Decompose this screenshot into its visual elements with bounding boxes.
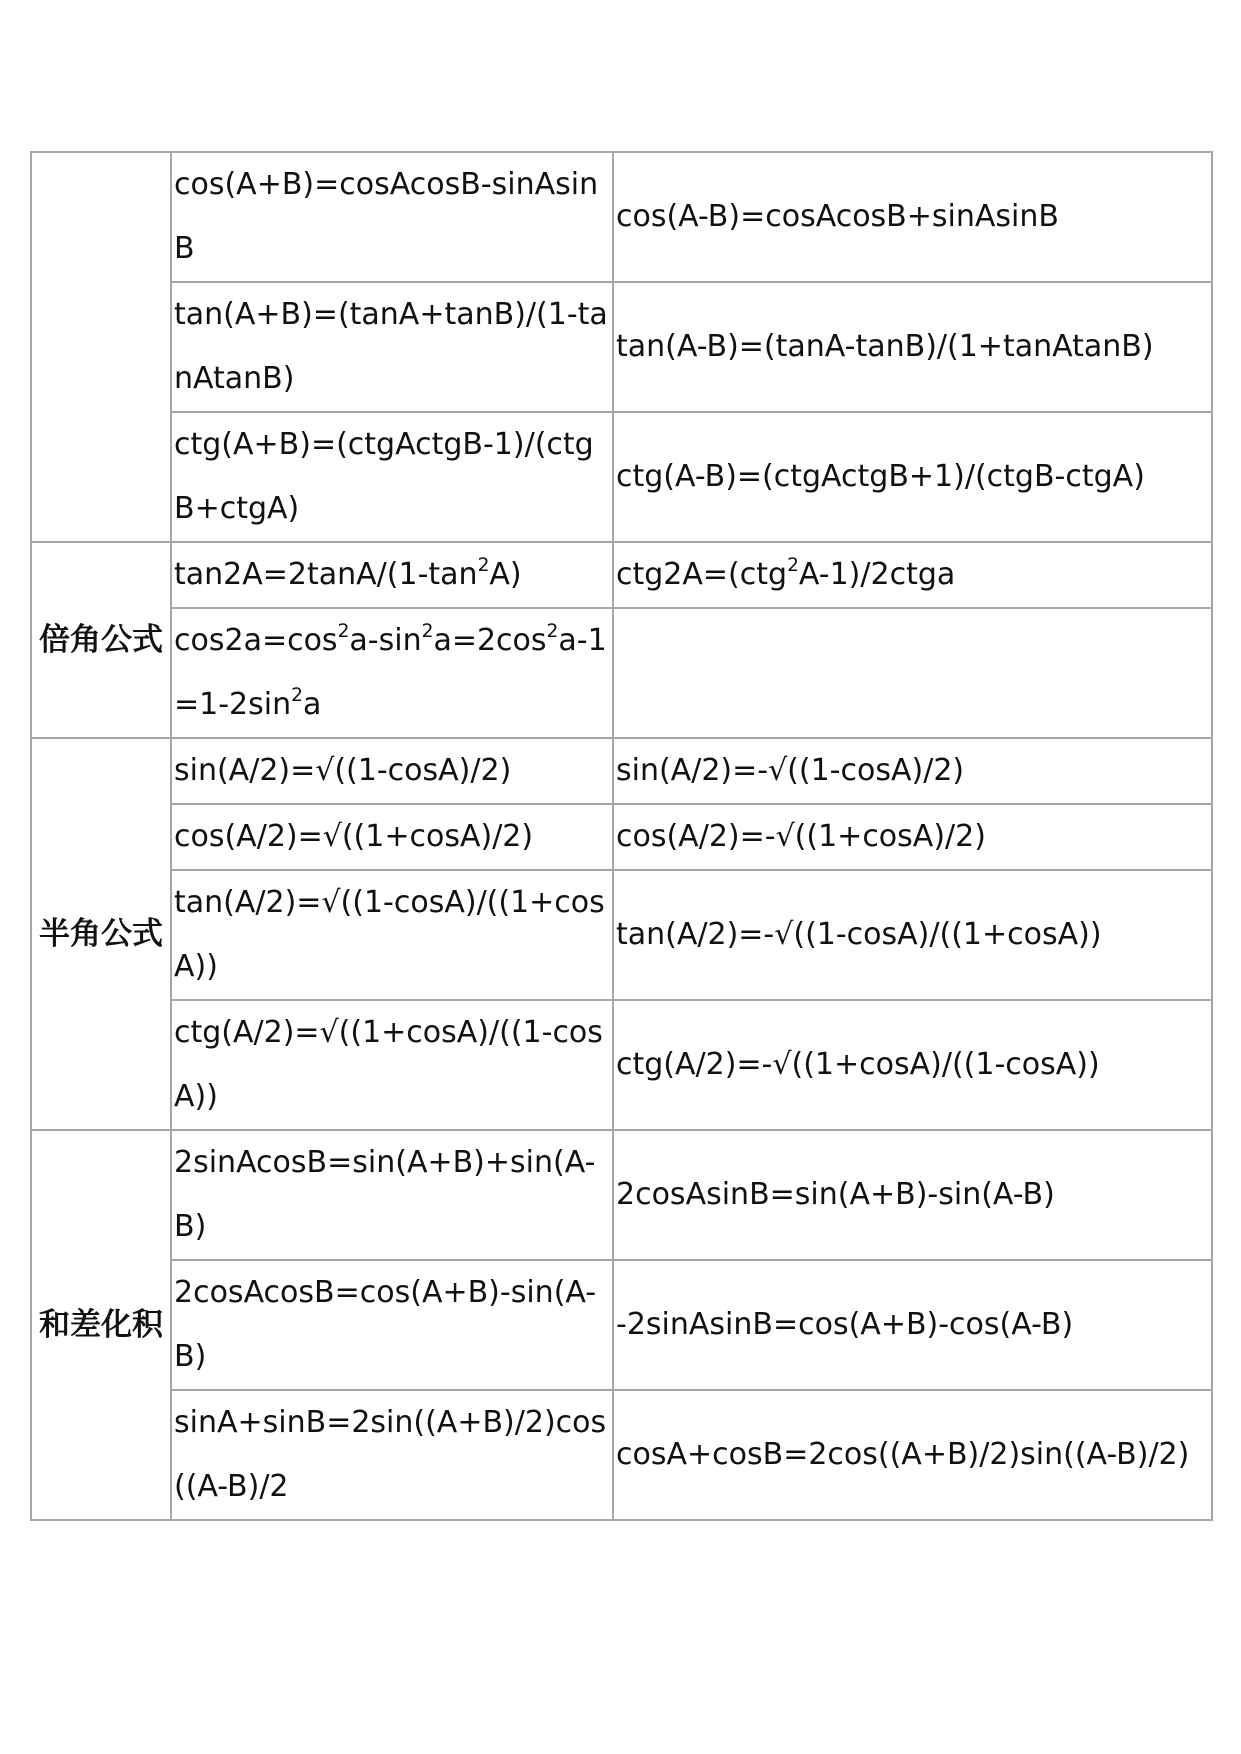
formula-cell [613,608,1212,738]
table-row [31,152,1212,282]
formula-cell: tan(A-B)=(tanA-tanB)/(1+tanAtanB) [613,282,1212,412]
formula-cell: tan(A/2)=-√((1-cosA)/((1+cosA)) [613,870,1212,1000]
table-row [31,282,1212,412]
category-cell: 和差化积 [31,1130,171,1520]
table-row [31,870,1212,1000]
formula-cell: ctg(A/2)=√((1+cosA)/((1-cosA)) [171,1000,613,1130]
formula-cell: 2sinAcosB=sin(A+B)+sin(A-B) [171,1130,613,1260]
formula-cell: ctg2A=(ctg$^2$A-1)/2ctga [613,542,1212,608]
table-row [31,804,1212,870]
formula-cell: ctg(A+B)=(ctgActgB-1)/(ctgB+ctgA) [171,412,613,542]
table-row [31,738,1212,804]
formula-cell: cos(A/2)=√((1+cosA)/2) [171,804,613,870]
table-row [31,1260,1212,1390]
formula-cell: $\cos 2a=\cos^2a-\sin^2a=2\cos^2a-1=1-2\sin^2a$ [171,608,613,738]
table-row [31,412,1212,542]
category-cell: 半角公式 [31,738,171,1130]
formula-cell: cos(A+B)=cosAcosB-sinAsinB [171,152,613,282]
table-row [31,1000,1212,1130]
formula-cell: $\tan 2A=2\tan A/(1-\tan^2A)$ [171,542,613,608]
formula-cell: ctg(A/2)=-√((1+cosA)/((1-cosA)) [613,1000,1212,1130]
formula-cell: cosA+cosB=2cos((A+B)/2)sin((A-B)/2) [613,1390,1212,1520]
formula-cell: tan(A/2)=√((1-cosA)/((1+cosA)) [171,870,613,1000]
category-cell: 倍角公式 [31,542,171,738]
formula-cell: sin(A/2)=-√((1-cosA)/2) [613,738,1212,804]
formula-cell: 2cosAsinB=sin(A+B)-sin(A-B) [613,1130,1212,1260]
formula-cell: cos(A/2)=-√((1+cosA)/2) [613,804,1212,870]
formula-cell: tan(A+B)=(tanA+tanB)/(1-tanAtanB) [171,282,613,412]
formula-cell: sinA+sinB=2sin((A+B)/2)cos((A-B)/2 [171,1390,613,1520]
table-row [31,1390,1212,1520]
formula-cell: sin(A/2)=√((1-cosA)/2) [171,738,613,804]
table-row [31,608,1212,738]
formula-table [30,151,1213,1521]
formula-cell: ctg(A-B)=(ctgActgB+1)/(ctgB-ctgA) [613,412,1212,542]
table-row [31,1130,1212,1260]
formula-cell: -2sinAsinB=cos(A+B)-cos(A-B) [613,1260,1212,1390]
formula-cell: 2cosAcosB=cos(A+B)-sin(A-B) [171,1260,613,1390]
table-row [31,542,1212,608]
category-cell [31,152,171,542]
formula-cell: cos(A-B)=cosAcosB+sinAsinB [613,152,1212,282]
